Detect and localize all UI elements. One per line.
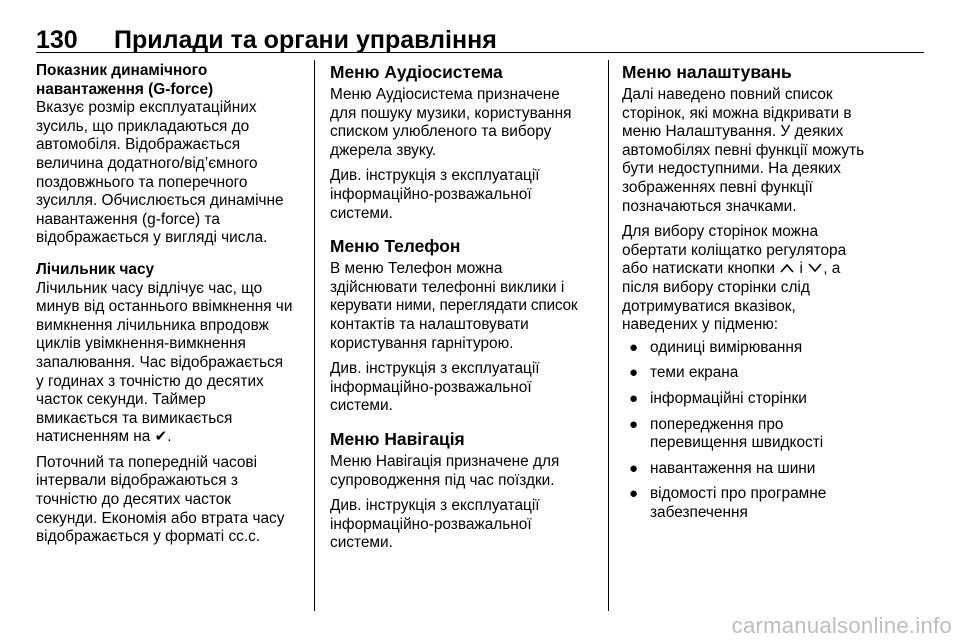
list-item: ● інформаційні сторінки — [629, 389, 807, 407]
bullet-icon: ● — [629, 389, 639, 407]
g-force-heading: Показник динамічного навантаження (G-force) — [36, 62, 214, 98]
check-icon: ✔ — [154, 428, 168, 446]
audio-menu-ref: Див. інструкція з експлуатації інформаційно-розважальної системи. — [330, 167, 540, 222]
bullet-icon: ● — [629, 485, 639, 503]
list-item: ● одиниці вимірювання — [629, 338, 803, 356]
phone-menu-text: В меню Телефон можна здійснювати телефонні виклики і керувати ними, переглядати список контактів та налаштовувати користування гарнітурою. — [330, 260, 578, 352]
bullet-icon: ● — [629, 415, 639, 433]
column-divider-2 — [608, 60, 609, 611]
phone-menu-ref: Див. інструкція з експлуатації інформаційно-розважальної системи. — [330, 360, 540, 415]
audio-menu-heading: Меню Аудіосистема — [330, 62, 503, 82]
settings-pages-list — [622, 339, 922, 523]
column-3 — [622, 62, 922, 529]
page-header — [36, 26, 924, 54]
bullet-icon: ● — [629, 338, 639, 356]
header-rule — [36, 52, 924, 53]
phone-menu-heading: Меню Телефон — [330, 236, 461, 257]
column-divider-1 — [314, 60, 315, 611]
list-item: ● навантаження на шини — [629, 459, 816, 477]
audio-menu-text: Меню Аудіосистема призначене для пошуку музики, користування списком улюбленого та вибору джерела звуку. — [330, 86, 572, 159]
settings-menu-text: Далі наведено повний список сторінок, які можна відкривати в меню Налаштування. У деяких автомобілях певні функції можуть бути недоступними. На деяких зображеннях певні функції позначаються значками. — [622, 86, 865, 215]
column-1 — [36, 62, 306, 547]
page-title: Прилади та органи управління — [114, 26, 497, 54]
column-2 — [330, 62, 602, 553]
list-item: ● теми екрана — [629, 364, 739, 382]
list-item: ● відомості про програмне забезпечення — [629, 485, 827, 521]
timer-text: Лічильник часу відлічує час, що минув від останнього ввімкнення чи вимкнення лічильника впродовж циклів увімкнення-вимкнення запалювання. Час відображається у годинах з точністю до десятих часток секунди. Таймер вмикається та вимикається натисненням на ✔. — [36, 279, 293, 446]
page-number: 130 — [36, 26, 78, 54]
navigation-menu-ref: Див. інструкція з експлуатації інформаційно-розважальної системи. — [330, 497, 540, 552]
timer-text-2: Поточний та попередній часові інтервали відображаються з точністю до десятих часток секунди. Економія або втрата часу відображається у форматі сс.с. — [36, 453, 285, 546]
timer-heading: Лічильник часу — [36, 260, 155, 278]
bullet-icon: ● — [629, 364, 639, 382]
navigation-menu-heading: Меню Навігація — [330, 428, 465, 449]
g-force-text: Вказує розмір експлуатаційних зусиль, що прикладаються до автомобіля. Відображається величина додатного/від’ємного поздовжнього та поперечного зусилля. Обчислюється динамічне навантаження (g-force) та відображається у вигляді числа. — [36, 99, 284, 247]
list-item: ● попередження про перевищення швидкості — [629, 415, 824, 452]
navigation-menu-text: Меню Навігація призначене для супроводження під час поїздки. — [330, 452, 560, 489]
bullet-icon: ● — [629, 459, 639, 477]
watermark: carmanualsonline.info — [731, 613, 952, 638]
chevron-up-icon — [779, 262, 795, 274]
settings-select-text: Для вибору сторінок можна обертати коліщатко регулятора або натискати кнопки і , а після вибору сторінки слід дотримуватися вказівок, наведених у підменю: — [622, 223, 847, 334]
settings-menu-heading: Меню налаштувань — [622, 62, 792, 82]
chevron-down-icon — [807, 262, 823, 274]
